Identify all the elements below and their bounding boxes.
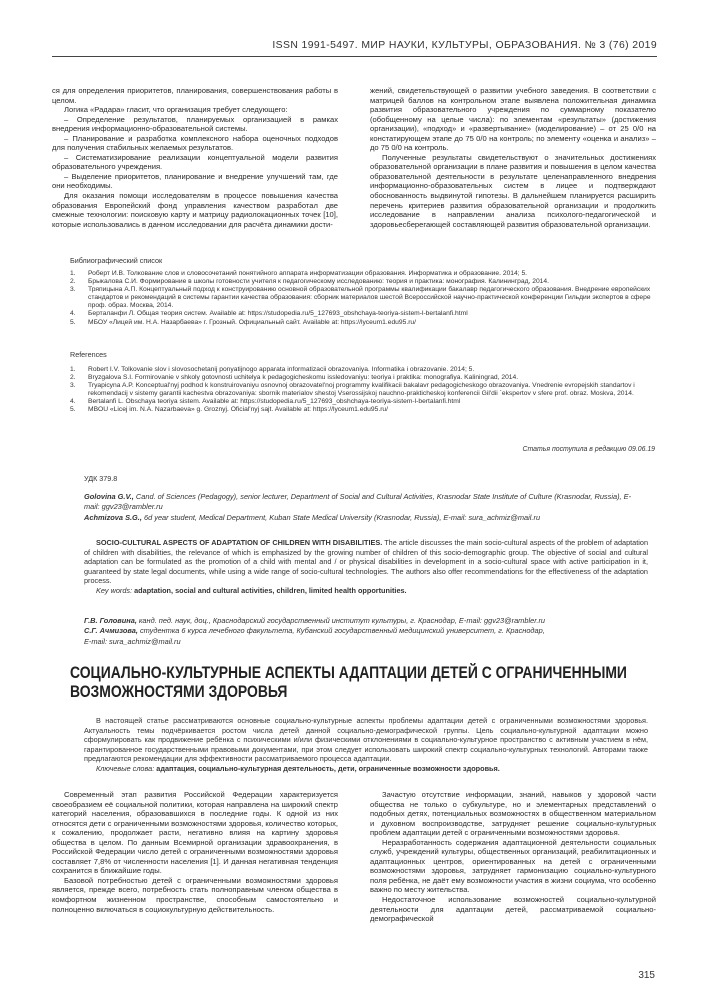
body-paragraph: Современный этап развития Российской Федерации характеризуется своеобразием её социальной политики, которая направлена на широкий спектр категорий населения, образовавшихся в последние годы. К одной из них относятся дети с ограниченными возможностями здоровья, количество которых, к сожалению, продолжает расти, негативно влияя на картину здоровья общества в целом. По данным Всемирной организации здравоохранения, в Российской Федерации число детей с ограниченными возможностями здоровья составляет 7,8% от численности населения [1]. И данная негативная тенденция сохранится в ближайшие годы. [52,790,338,876]
left-paragraph: Логика «Радара» гласит, что организация требует следующего: [64,105,288,115]
abstract-ru [84,716,648,773]
bibliography-title: Библиографический список [70,256,163,265]
author-entry: Golovina G.V., Cand. of Sciences (Pedagogy), senior lecturer, Department of Social and Cultural Activities, Krasnodar State Institute of Culture (Krasnodar, Russia), E-mail: ggv23@rambler.ru [84,492,632,512]
authors-ru [84,616,644,647]
left-paragraph: ся для определения приоритетов, планирования, совершенствования работы в целом. [52,86,338,105]
reference-item: 2. Bryzgalova S.I. Formirovanie v shkoly gotovnosti uchitelya k pedagogicheskomu issledovaniyu: teoriya i praktika: monografiya. Kaliningrad, 2014. [70,374,519,382]
right-column [370,86,656,229]
author-entry: С.Г. Ачмизова, студентка 6 курса лечебного факультета, Кубанский государственный медицинский университет, г. Краснодар, [84,626,545,636]
header-rule [52,56,657,57]
body-paragraph: Недостаточное использование возможностей социально-культурной деятельности для адаптации детей, рассматриваемой социально-демографической [370,895,656,924]
abstract-en-text: SOCIO-CULTURAL ASPECTS OF ADAPTATION OF CHILDREN WITH DISABILITIES. The article discusses the main socio-cultural aspects of the problem of adaptation of children with disabilities, the relevance of which is emphasized by the growing number of children of this socio-demographic group. The objective of social and cultural adaptation can be formulated as the promotion of a child with mental and / or physical disabilities in development in a socio-cultural space with active participation in it, guaranteed by state legal documents, while using a wide range of socio-cultural technologies. The authors also offer recommendations for the effectiveness of the adaptation process. [84,538,649,586]
body-right-column [370,790,656,924]
abstract-en [84,538,648,595]
right-paragraph: Полученные результаты свидетельствуют о значительных достижениях образовательной организации в плане развития и повышения в целом качества образовательной деятельности в результате целенаправленного внедрения информационно-образовательных систем в лицее и подтверждают обоснованность выдвинутой гипотезы. В дальнейшем планируется расширить перечень критериев развития образовательной организации и продолжить исследование в направлении анализа психолого-педагогической и здоровьесберегающей составляющей развития образовательной организации. [370,152,656,229]
keywords-en: Key words: adaptation, social and cultural activities, children, limited health opportunities. [96,585,407,595]
bibliography-item: 2. Брыкалова С.И. Формирование в школы готовности учителя к педагогическому исследованию: теория и практика: монография. Калининград, 2014. [70,278,549,286]
udc-code: УДК 379.8 [84,474,118,483]
abstract-ru-text: В настоящей статье рассматриваются основные социально-культурные аспекты проблемы адаптации детей с ограниченными возможностями здоровья. Актуальность темы подчёркивается ростом числа детей данной социально-демографической группы. Цель социально-культурной адаптации можно сформулировать как продвижение ребёнка с психическими и/или физическими отклонениями в социально-культурное пространство с активным участием в нём, гарантированное государственными правовыми документами, при этом следует использовать широкий спектр социально-культурных технологий. Авторами также предлагаются рекомендации для эффективности рассматриваемого процесса адаптации. [84,716,648,764]
body-paragraph: Зачастую отсутствие информации, знаний, навыков у здоровой части общества не только о субкультуре, но и элементарных представлений о подобных детях, потенциальных возможностях в общественном материальном и духовном воспроизводстве, затрудняет решение социально-культурных проблем адаптации детей с ограниченными возможностями здоровья. [370,790,656,838]
page-number: 315 [638,970,655,981]
left-paragraph: – Планирование и разработка комплексного набора оценочных подходов для получения стабильных желаемых результатов. [52,133,338,153]
title-line: ВОЗМОЖНОСТЯМИ ЗДОРОВЬЯ [70,683,288,701]
bibliography-list [70,270,656,327]
bibliography-item: 3. Тряпицына А.П. Концептуальный подход к конструированию основной образовательной программы квалификации бакалавр педагогического образования. Внедрение европейских стандартов и рекомендаций в системы гарантии качества образования: сборник материалов шестой Всероссийской научно-практической конференции Гильдии экспертов в сфере проф. образ. Москва, 2014. [70,286,651,310]
reference-item: 1. Robert I.V. Tolkovanie slov i slovosochetanij ponyatijnogo apparata informatizacii obrazovaniya. Informatika i obrazovanie. 2014; 5. [70,366,475,373]
reference-item: 3. Tryapicyna A.P. Konceptual'nyj podhod k konstruirovaniyu osnovnoj obrazovatel'noj programmy kvalifikacii bakalavr pedagogicheskogo obrazovaniya. Vnedrenie evropejskih standartov i rekomendacij v sistemy garantii kachestva obrazovaniya: sbornik materialov shestoj Vserossijskoj nauchno-prakticheskoj konferencii Gil'dii `ekspertov v sfere prof. obraz. Moskva, 2014. [70,382,635,398]
body-paragraph: Базовой потребностью детей с ограниченными возможностями здоровья является, прежде всего, потребность стать полноправным членом общества в комфортном жизненном пространстве, способным самостоятельно и полноценно включаться в социокультурную действительность. [52,875,338,914]
keywords-ru: Ключевые слова: адаптация, социально-культурная деятельность, дети, ограниченные возможности здоровья. [96,763,500,773]
body-left-column [52,790,338,914]
journal-header: ISSN 1991-5497. МИР НАУКИ, КУЛЬТУРЫ, ОБРАЗОВАНИЯ. № 3 (76) 2019 [272,40,657,51]
author-entry: Achmizova S.G., 6d year student, Medical Department, Kuban State Medical University (Krasnodar, Russia), E-mail: sura_achmiz@mail.ru [84,512,541,522]
author-email: E-mail: sura_achmiz@mail.ru [84,636,181,646]
reference-item: 4. Bertalanfi L. Obschaya teoriya sistem. Available at: https://studopedia.ru/5_127693_obshchaya-teoriya-sistem-l-bertalanfi.html [70,398,461,406]
references-title: References [70,350,107,359]
author-entry: Г.В. Головина, канд. пед. наук, доц., Краснодарский государственный институт культуры, г. Краснодар, E-mail: ggv23@rambler.ru [84,616,546,625]
received-date: Статья поступила в редакцию 09.06.19 [522,446,655,453]
bibliography-item: 1. Роберт И.В. Толкование слов и словосочетаний понятийного аппарата информатизации образования. Информатика и образование. 2014; 5. [70,270,528,277]
reference-item: 5. MBOU «Licej im. N.A. Nazarbaeva» g. Groznyj. Oficial'nyj sajt. Available at: https://lyceum1.edu95.ru/ [70,406,388,414]
body-paragraph: Неразработанность содержания адаптационной деятельности социальных служб, учреждений культуры, общественных организаций, реабилитационных и адаптационных центров, ориентированных на детей с ограниченными возможностями здоровья, затрудняет гармонизацию социально-культурного поля ребёнка, не даёт ему возможности участия в жизни социума, что особенно важно по месту жительства. [370,837,656,895]
authors-en [84,492,644,523]
left-column [52,86,338,229]
title-line: СОЦИАЛЬНО-КУЛЬТУРНЫЕ АСПЕКТЫ АДАПТАЦИИ ДЕТЕЙ С ОГРАНИЧЕННЫМИ [70,664,627,682]
left-paragraph: – Систематизирование реализации концептуальной модели развития образовательного учреждения. [52,152,338,172]
article-title [70,664,627,702]
bibliography-item: 5. МБОУ «Лицей им. Н.А. Назарбаева» г. Грозный. Официальный сайт. Available at: https://lyceum1.edu95.ru/ [70,318,416,326]
left-paragraph: – Определение результатов, планируемых организацией в рамках внедрения информационно-образовательной системы. [52,114,338,134]
left-paragraph: Для оказания помощи исследователям в процессе повышения качества образования Европейский фонд управления качеством разработал две смежные технологии: поисковую карту и матрицу радиолокационных точек [10], которые использовались в данном исследовании для расчёта динамики дости- [52,191,338,229]
references-list [70,366,656,415]
bibliography-item: 4. Берталанфи Л. Общая теория систем. Available at: https://studopedia.ru/5_127693_obshchaya-teoriya-sistem-l-bertalanfi.html [70,310,468,318]
left-paragraph: – Выделение приоритетов, планирование и внедрение улучшений там, где они необходимы. [52,171,338,191]
right-paragraph: жений, свидетельствующей о развитии учебного заведения. В соответствии с матрицей баллов на контрольном этапе выявлена положительная динамика развития образовательного учреждения по суммарному показателю (обобщенному на целые числа): по элементам «результаты» (достижения организации), «подход» и «развертывание» (моделирование) – от 25 0/0 на констатирующем этапе до 75 0/0 на контроль; по элементу «оценка и анализ» – до 75 0/0 на контроль. [370,86,656,153]
